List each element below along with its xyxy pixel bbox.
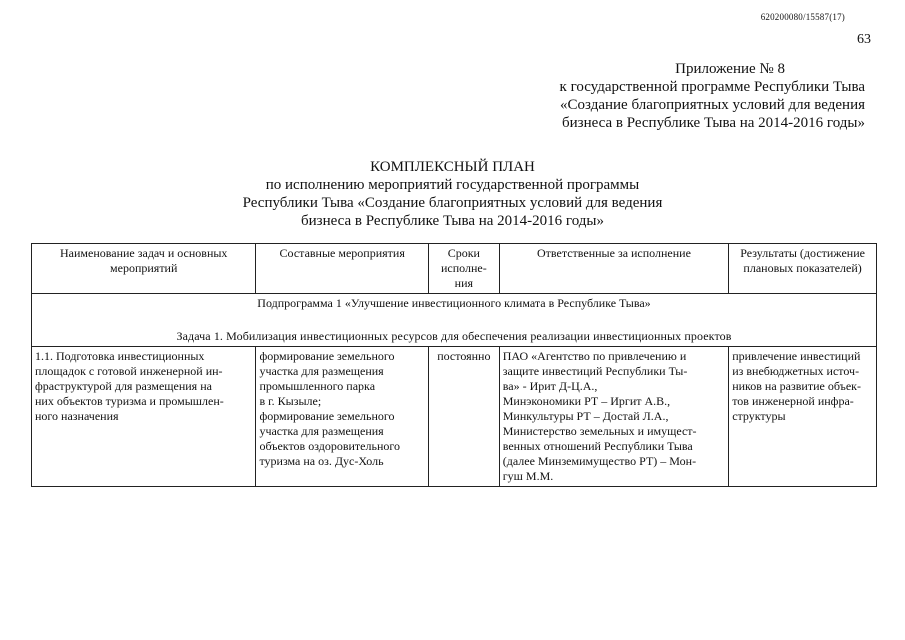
task-title: Задача 1. Мобилизация инвестиционных ресурсов для обеспечения реализации инвестиционных проектов (176, 329, 732, 343)
header-activities (256, 244, 429, 294)
cell-activities (256, 347, 429, 487)
title-line-3: Республики Тыва «Создание благоприятных условий для ведения (242, 195, 663, 211)
header-text: исполне- (440, 261, 487, 275)
page-number: 63 (857, 32, 871, 47)
appendix-line-4: бизнеса в Республике Тыва на 2014-2016 годы» (561, 115, 865, 131)
header-text: Составные мероприятия (279, 246, 405, 260)
cell-line: площадок с готовой инженерной ин- (35, 364, 223, 378)
header-tasks (32, 244, 256, 294)
cell-line: ва» - Ирит Д-Ц.А., (502, 379, 598, 393)
cell-line: промышленного парка (259, 379, 376, 393)
cell-line: тов инженерной инфра- (732, 394, 854, 408)
appendix-line-2: к государственной программе Республики Тыва (559, 79, 865, 95)
cell-line: туризма на оз. Дус-Холь (259, 454, 384, 468)
cell-line: из внебюджетных источ- (732, 364, 860, 378)
subprogram-title: Подпрограмма 1 «Улучшение инвестиционного климата в Республике Тыва» (257, 296, 651, 310)
cell-line: защите инвестиций Республики Ты- (502, 364, 688, 378)
section-row (32, 294, 877, 347)
document-title (0, 158, 905, 230)
cell-line: ников на развитие объек- (732, 379, 861, 393)
cell-line: постоянно (437, 349, 491, 363)
cell-line: Минкультуры РТ – Достай Л.А., (502, 409, 669, 423)
header-text: Наименование задач и основных (60, 246, 228, 260)
cell-line: 1.1. Подготовка инвестиционных (35, 349, 205, 363)
cell-line: них объектов туризма и промышлен- (35, 394, 224, 408)
document-number: 620200080/15587(17) (760, 12, 845, 22)
title-line-1: КОМПЛЕКСНЫЙ ПЛАН (370, 159, 535, 175)
title-line-2: по исполнению мероприятий государственной программы (265, 177, 640, 193)
title-line-4: бизнеса в Республике Тыва на 2014-2016 годы» (300, 213, 604, 229)
appendix-line-1: Приложение № 8 (675, 61, 785, 77)
cell-line: структуры (732, 409, 786, 423)
cell-task (32, 347, 256, 487)
cell-line: участка для размещения (259, 424, 384, 438)
cell-line: формирование земельного (259, 349, 395, 363)
cell-line: Министерство земельных и имущест- (502, 424, 697, 438)
header-text: плановых показателей) (743, 261, 862, 275)
cell-terms (428, 347, 499, 487)
cell-responsible (499, 347, 728, 487)
table-header-row (32, 244, 877, 294)
cell-line: объектов оздоровительного (259, 439, 400, 453)
appendix-heading (560, 60, 865, 132)
cell-line: привлечение инвестиций (732, 349, 861, 363)
cell-line: ПАО «Агентство по привлечению и (502, 349, 687, 363)
header-text: Результаты (достижение (740, 246, 865, 260)
cell-line: фраструктурой для размещения на (35, 379, 212, 393)
cell-line: (далее Минземимущество РТ) – Мон- (502, 454, 697, 468)
cell-line: венных отношений Республики Тыва (502, 439, 693, 453)
cell-line: формирование земельного (259, 409, 395, 423)
header-text: мероприятий (110, 261, 178, 275)
header-results (729, 244, 877, 294)
header-responsible (499, 244, 728, 294)
section-cell (32, 294, 877, 347)
cell-line: участка для размещения (259, 364, 384, 378)
plan-table (31, 243, 877, 487)
header-text: Сроки (447, 246, 480, 260)
header-terms (428, 244, 499, 294)
cell-line: ного назначения (35, 409, 119, 423)
cell-line: гуш М.М. (502, 469, 554, 483)
cell-results (729, 347, 877, 487)
appendix-line-3: «Создание благоприятных условий для ведения (560, 97, 865, 113)
table-row (32, 347, 877, 487)
cell-line: в г. Кызыле; (259, 394, 322, 408)
cell-line: Минэкономики РТ – Иргит А.В., (502, 394, 671, 408)
header-text: ния (454, 276, 474, 290)
header-text: Ответственные за исполнение (537, 246, 691, 260)
